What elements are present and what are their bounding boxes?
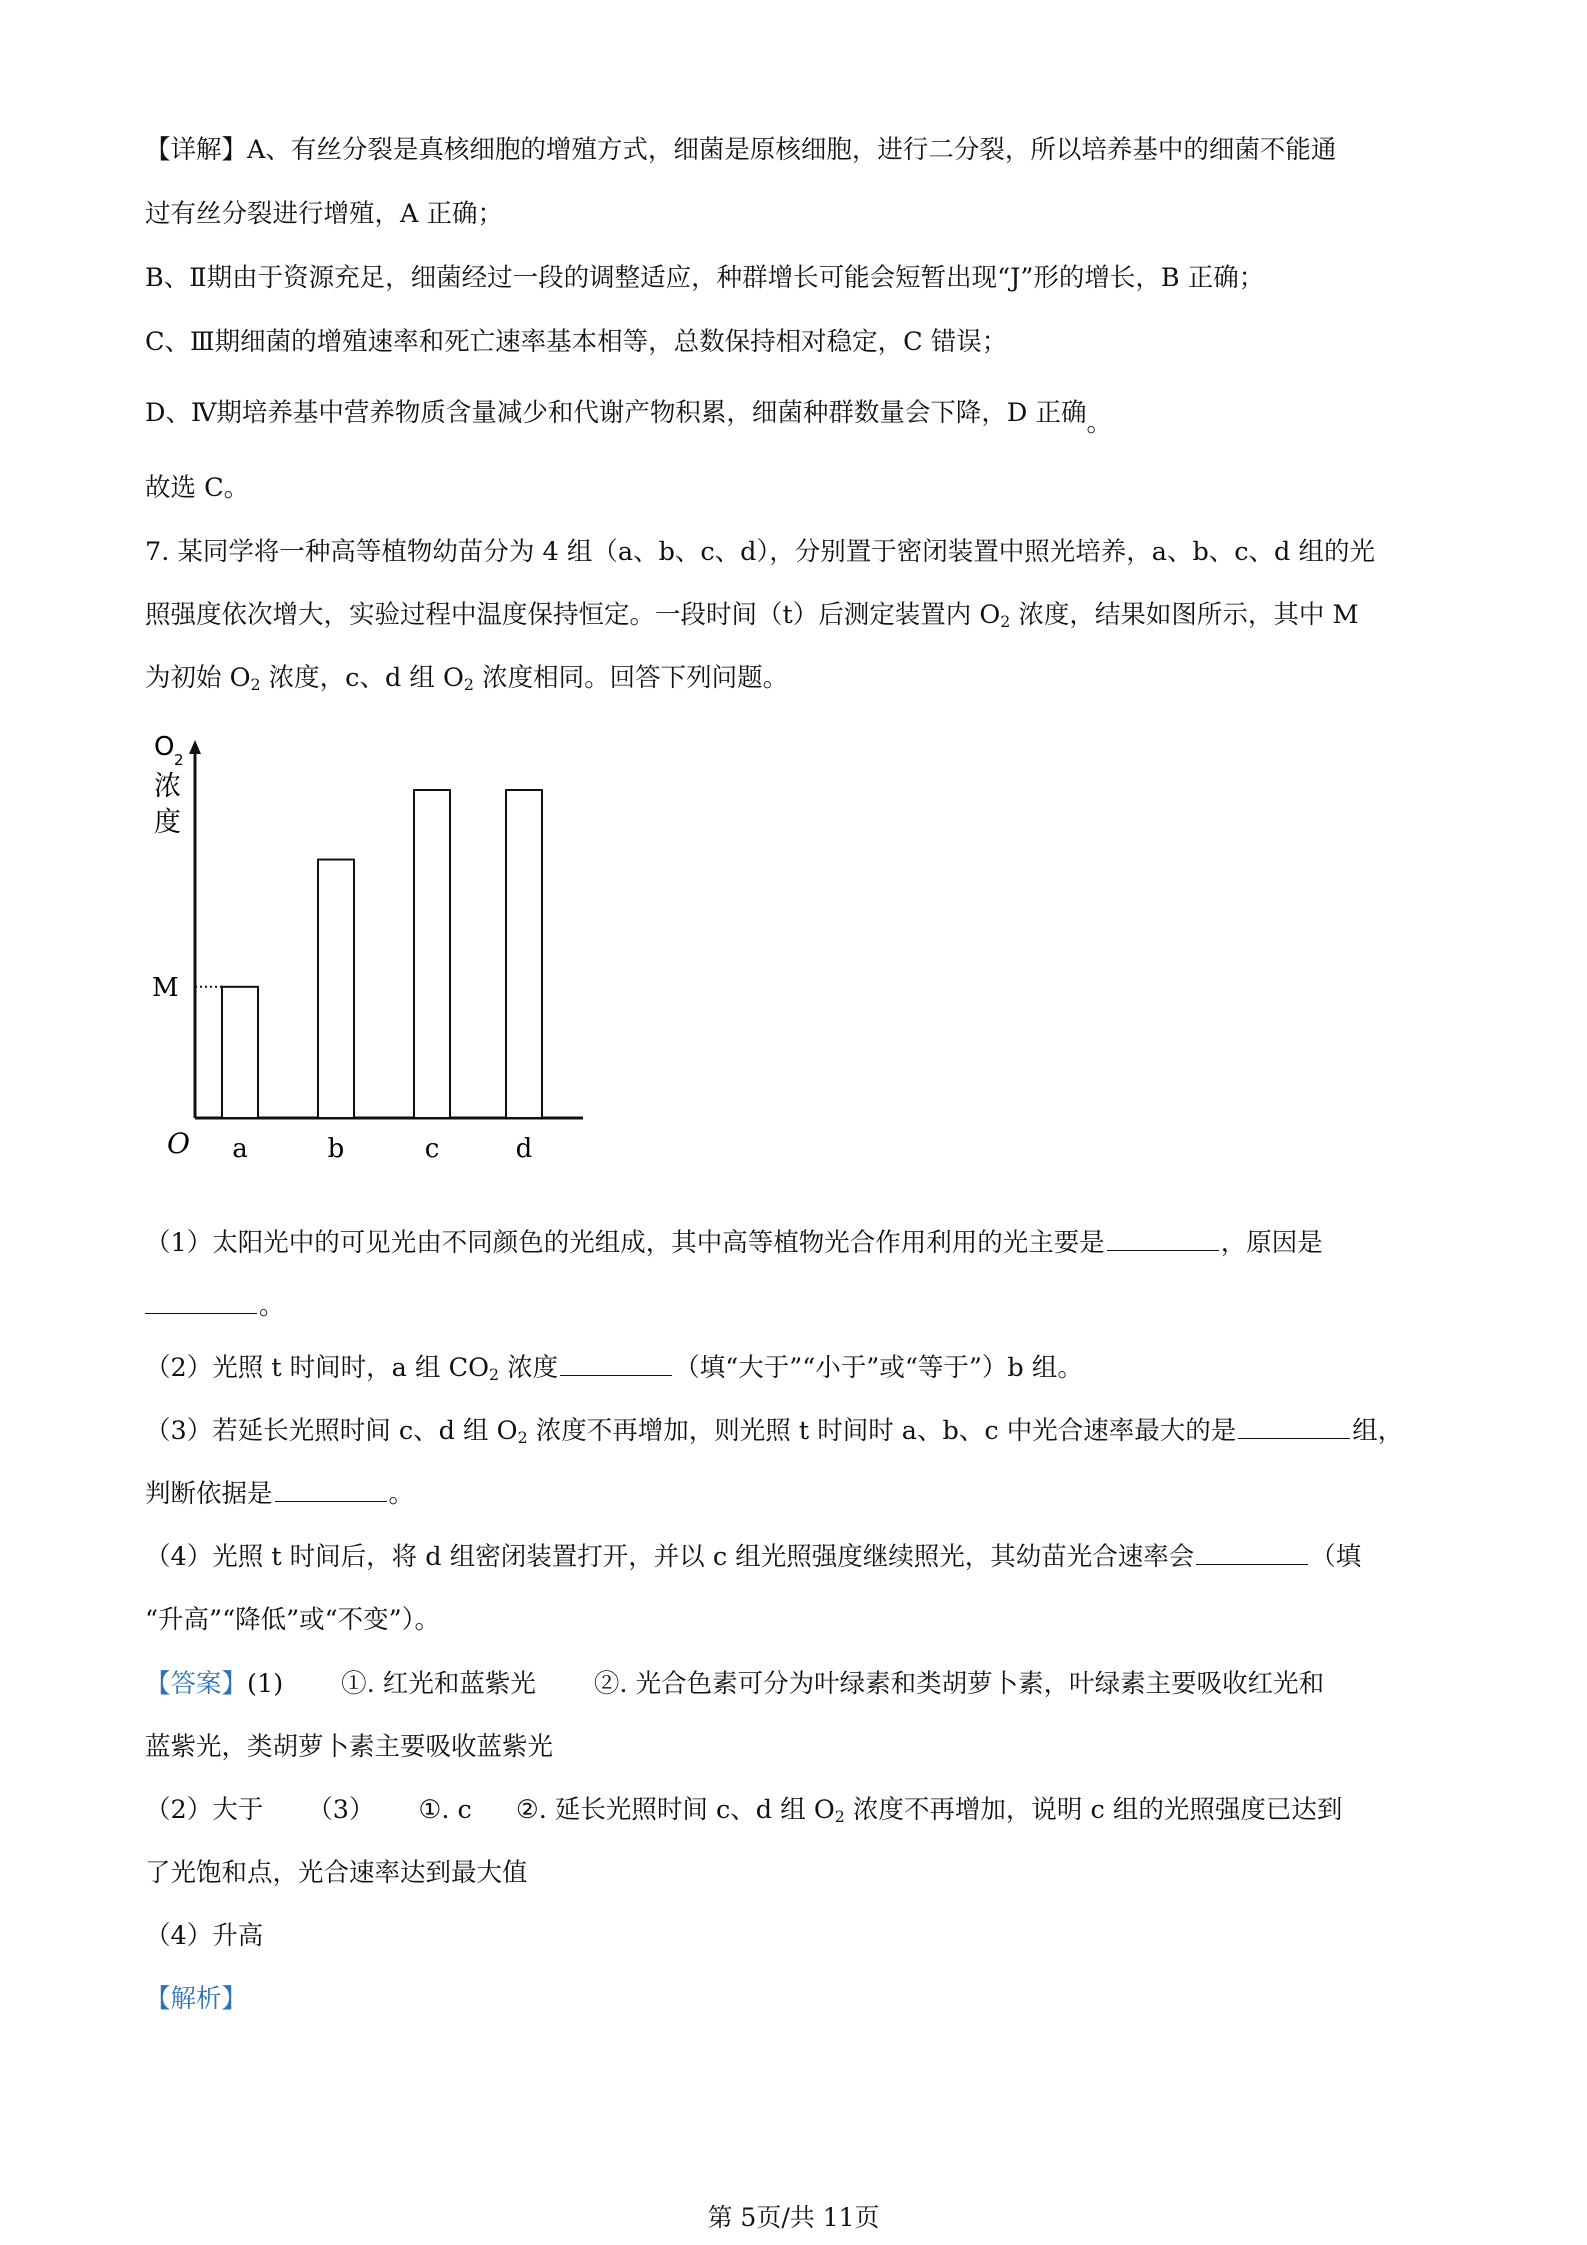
detail-line-2: 过有丝分裂进行增殖，A 正确； — [145, 199, 504, 229]
q7-s3-text-b: 浓度不再增加，则光照 t 时间时 a、b、c 中光合速率最大的是 — [527, 1416, 1237, 1446]
answer-label: 【答案】 — [145, 1669, 248, 1699]
y-axis-label-char: 度 — [154, 807, 181, 838]
answer-blank-1[interactable] — [1107, 1226, 1219, 1251]
q7-l3-text-b: 浓度，c、d 组 O — [260, 663, 464, 693]
answer-1-num: (1) — [247, 1669, 284, 1699]
bar-a — [222, 987, 258, 1118]
y-axis-label-char: 浓 — [154, 771, 181, 802]
page-footer: 第 5页/共 11页 — [707, 2203, 880, 2232]
detail-line-b: B、Ⅱ期由于资源充足，细菌经过一段的调整适应，种群增长可能会短暂出现“J”形的增长，B 正确； — [145, 263, 1265, 293]
q7-l3-text-a: 为初始 O — [145, 663, 251, 693]
answer-3-num: （3） — [307, 1795, 375, 1825]
answer-3-part-2a: ②. 延长光照时间 c、d 组 O — [515, 1795, 835, 1825]
detail-d-period: 。 — [1086, 408, 1112, 438]
answer-blank-3[interactable] — [560, 1351, 672, 1376]
q7-s2-text-a: （2）光照 t 时间时，a 组 CO — [145, 1353, 490, 1383]
detail-line-c: C、Ⅲ期细菌的增殖速率和死亡速率基本相等，总数保持相对稳定，C 错误； — [145, 327, 1008, 357]
q7-l3-text-c: 浓度相同。回答下列问题。 — [473, 663, 789, 693]
detail-a-text: A、有丝分裂是真核细胞的增殖方式，细菌是原核细胞，进行二分裂，所以培养基中的细菌不能通 — [247, 135, 1337, 165]
chart-bars — [222, 790, 542, 1118]
detail-line-d — [145, 395, 1112, 438]
q7-sub-1 — [145, 1225, 1323, 1261]
m-reference-label: M — [152, 972, 179, 1003]
q7-sub-3 — [145, 1413, 1403, 1449]
q7-sub-1-cont — [145, 1288, 285, 1324]
q7-line-3 — [145, 660, 788, 696]
q7-s4-text-b: （填 — [1310, 1542, 1362, 1572]
q7-s3-text-a: （3）若延长光照时间 c、d 组 O — [145, 1416, 518, 1446]
q7-line-2 — [145, 597, 1359, 633]
o2-concentration-bar-chart — [140, 725, 610, 1185]
y-axis-arrow — [189, 740, 201, 754]
answer-line-1 — [145, 1666, 1324, 1702]
q7-line-1: 7. 某同学将一种高等植物幼苗分为 4 组（a、b、c、d），分别置于密闭装置中照光培养，a、b、c、d 组的光 — [145, 537, 1375, 567]
q7-sub-2 — [145, 1350, 1083, 1386]
subscript-2: 2 — [463, 674, 474, 694]
subscript-2: 2 — [517, 1427, 528, 1447]
y-axis-label-subscript: 2 — [174, 751, 184, 769]
q7-s2-text-c: （填“大于”“小于”或“等于”）b 组。 — [674, 1353, 1083, 1383]
answer-2: （2）大于 — [145, 1795, 264, 1825]
q7-l2-text-b: 浓度，结果如图所示，其中 M — [1010, 600, 1359, 630]
answer-blank-5[interactable] — [275, 1477, 387, 1502]
subscript-2: 2 — [489, 1364, 500, 1384]
q7-s3-text-e: 。 — [388, 1479, 415, 1509]
q7-sub-4-cont: “升高”“降低”或“不变”）。 — [145, 1605, 440, 1635]
answer-1-part-2: ②. 光合色素可分为叶绿素和类胡萝卜素，叶绿素主要吸收红光和 — [593, 1669, 1325, 1699]
subscript-2: 2 — [250, 674, 261, 694]
answer-line-1-cont: 蓝紫光，类胡萝卜素主要吸收蓝紫光 — [145, 1732, 554, 1762]
detail-label: 【详解】 — [145, 135, 248, 165]
analysis-label: 【解析】 — [145, 1984, 248, 2014]
q7-sub-4 — [145, 1539, 1361, 1575]
x-tick-label-b: b — [327, 1134, 345, 1164]
q7-s1-text-a: （1）太阳光中的可见光由不同颜色的光组成，其中高等植物光合作用利用的光主要是 — [145, 1228, 1105, 1258]
answer-1-part-1: ①. 红光和蓝紫光 — [341, 1669, 536, 1699]
y-axis-label-o: O — [154, 732, 175, 762]
q7-sub-3-cont — [145, 1476, 414, 1512]
q7-s3-text-d: 判断依据是 — [145, 1479, 273, 1509]
answer-blank-4[interactable] — [1238, 1414, 1350, 1439]
subscript-2: 2 — [1000, 611, 1011, 631]
answer-line-2 — [145, 1792, 1342, 1828]
answer-blank-6[interactable] — [1196, 1540, 1308, 1565]
bar-b — [318, 860, 354, 1118]
detail-line-1 — [145, 132, 1336, 168]
bar-c — [414, 790, 450, 1118]
answer-3-part-2b: 浓度不再增加，说明 c 组的光照强度已达到 — [844, 1795, 1343, 1825]
answer-blank-2[interactable] — [145, 1289, 257, 1314]
q7-s4-text-a: （4）光照 t 时间后，将 d 组密闭装置打开，并以 c 组光照强度继续照光，其幼苗光合速率会 — [145, 1542, 1195, 1572]
detail-choice: 故选 C。 — [145, 473, 250, 503]
x-tick-label-d: d — [515, 1134, 533, 1164]
subscript-2: 2 — [834, 1806, 845, 1826]
q7-l2-text-a: 照强度依次增大，实验过程中温度保持恒定。一段时间（t）后测定装置内 O — [145, 600, 1001, 630]
q7-s1-text-c: 。 — [259, 1291, 285, 1321]
detail-d-text: D、Ⅳ期培养基中营养物质含量减少和代谢产物积累，细菌种群数量会下降，D 正确 — [145, 398, 1087, 428]
origin-label: O — [167, 1127, 190, 1160]
answer-line-3-cont: 了光饱和点，光合速率达到最大值 — [145, 1858, 528, 1888]
x-tick-label-c: c — [424, 1134, 440, 1164]
answer-line-4: （4）升高 — [145, 1921, 264, 1951]
bar-d — [506, 790, 542, 1118]
q7-s2-text-b: 浓度 — [499, 1353, 559, 1383]
answer-3-part-1: ①. c — [418, 1795, 472, 1825]
q7-s3-text-c: 组， — [1352, 1416, 1404, 1446]
x-tick-label-a: a — [232, 1134, 248, 1164]
q7-s1-text-b: ，原因是 — [1220, 1228, 1323, 1258]
